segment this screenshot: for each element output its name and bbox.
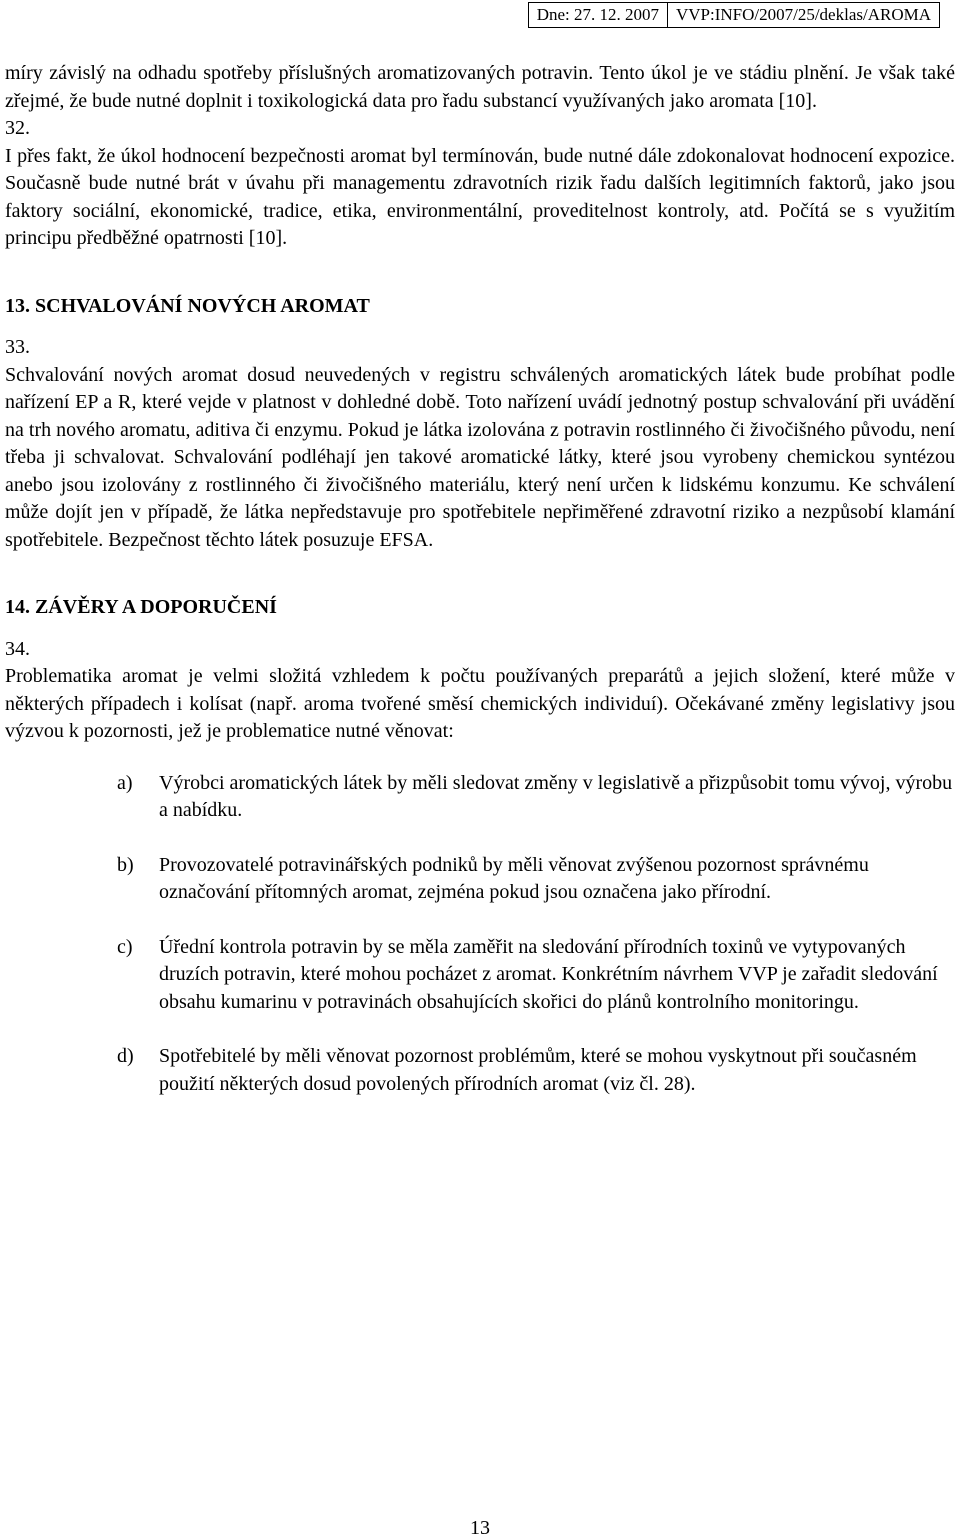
document-header [528,2,940,28]
list-marker: a) [117,771,133,794]
header-date: Dne: 27. 12. 2007 [536,5,659,24]
section-13-heading: 13. SCHVALOVÁNÍ NOVÝCH AROMAT [5,294,370,317]
paragraph-34-text: Problematika aromat je velmi složitá vzhledem k počtu používaných preparátů a jejich složení, které může v některých případech i kolísat (např. aroma tvořené směsí chemických individuí). Očekávané změny legislativy jsou výzvou k pozornosti, jež je problematice nutné věnovat: [5,665,955,742]
page-number: 13 [470,1517,490,1539]
list-marker: c) [117,935,133,958]
list-marker: b) [117,853,134,876]
list-item [117,934,957,1017]
list-item [117,770,957,825]
list-marker: d) [117,1045,134,1067]
intro-paragraph: míry závislý na odhadu spotřeby příslušných aromatizovaných potravin. Tento úkol je ve stádiu plnění. Je však také zřejmé, že bude nutné doplnit i toxikologická data pro řadu substancí využívaných jako aromata [10]. [5,62,955,112]
section-14-heading: 14. ZÁVĚRY A DOPORUČENÍ [5,596,277,618]
paragraph-number-32: 32. [5,117,30,139]
list-item [117,1043,957,1098]
list-item-text: Úřední kontrola potravin by se měla zaměřit na sledování přírodních toxinů ve vytypovaných druzích potravin, které mohou pocházet z aromat. Konkrétním návrhem VVP je zařadit sledování obsahu kumarinu v potravinách obsahujících skořici do plánů kontrolního monitoringu. [159,935,938,1013]
paragraph-32-text: I přes fakt, že úkol hodnocení bezpečnosti aromat byl termínován, bude nutné dále zdokonalovat hodnocení expozice. Současně bude nutné brát v úvahu při managementu zdravotních rizik řadu dalších legitimních faktorů, jako jsou faktory sociální, ekonomické, tradice, etika, environmentální, proveditelnost kontroly, atd. Počítá se s využitím principu předběžné opatrnosti [10]. [5,144,955,249]
document-body [5,60,955,1125]
paragraph-33-text: Schvalování nových aromat dosud neuvedených v registru schválených aromatických látek bude probíhat podle nařízení EP a R, které vejde v platnost v dohledné době. Toto nařízení uvádí jednotný postup schvalování při uvádění na trh nového aromatu, aditiva či enzymu. Pokud je látka izolována z potravin rostlinného či živočišného původu, není třeba ji schvalovat. Schvalování podléhají jen takové aromatické látky, které jsou vyrobeny chemickou syntézou anebo jsou izolovány z rostlinného či živočišného materiálu, který není určen k lidskému konzumu. Ke schválení může dojít jen v případě, že látka nepředstavuje pro spotřebitele nepřiměřené zdravotní riziko a nezpůsobí klamání spotřebitele. Bezpečnost těchto látek posuzuje EFSA. [5,363,955,551]
list-item-text: Výrobci aromatických látek by měli sledovat změny v legislativě a přizpůsobit tomu vývoj, výrobu a nabídku. [159,771,953,821]
recommendations-list [5,770,955,1099]
paragraph-number-33: 33. [5,336,30,358]
list-item-text: Provozovatelé potravinářských podniků by měli věnovat zvýšenou pozornost správnému označování přítomných aromat, zejména pokud jsou označena jako přírodní. [159,853,869,903]
header-reference: VVP:INFO/2007/25/deklas/AROMA [667,3,939,27]
list-item-text: Spotřebitelé by měli věnovat pozornost problémům, které se mohou vyskytnout při současném použití některých dosud povolených přírodních aromat (viz čl. 28). [159,1045,917,1095]
paragraph-number-34: 34. [5,637,30,660]
list-item [117,852,957,907]
